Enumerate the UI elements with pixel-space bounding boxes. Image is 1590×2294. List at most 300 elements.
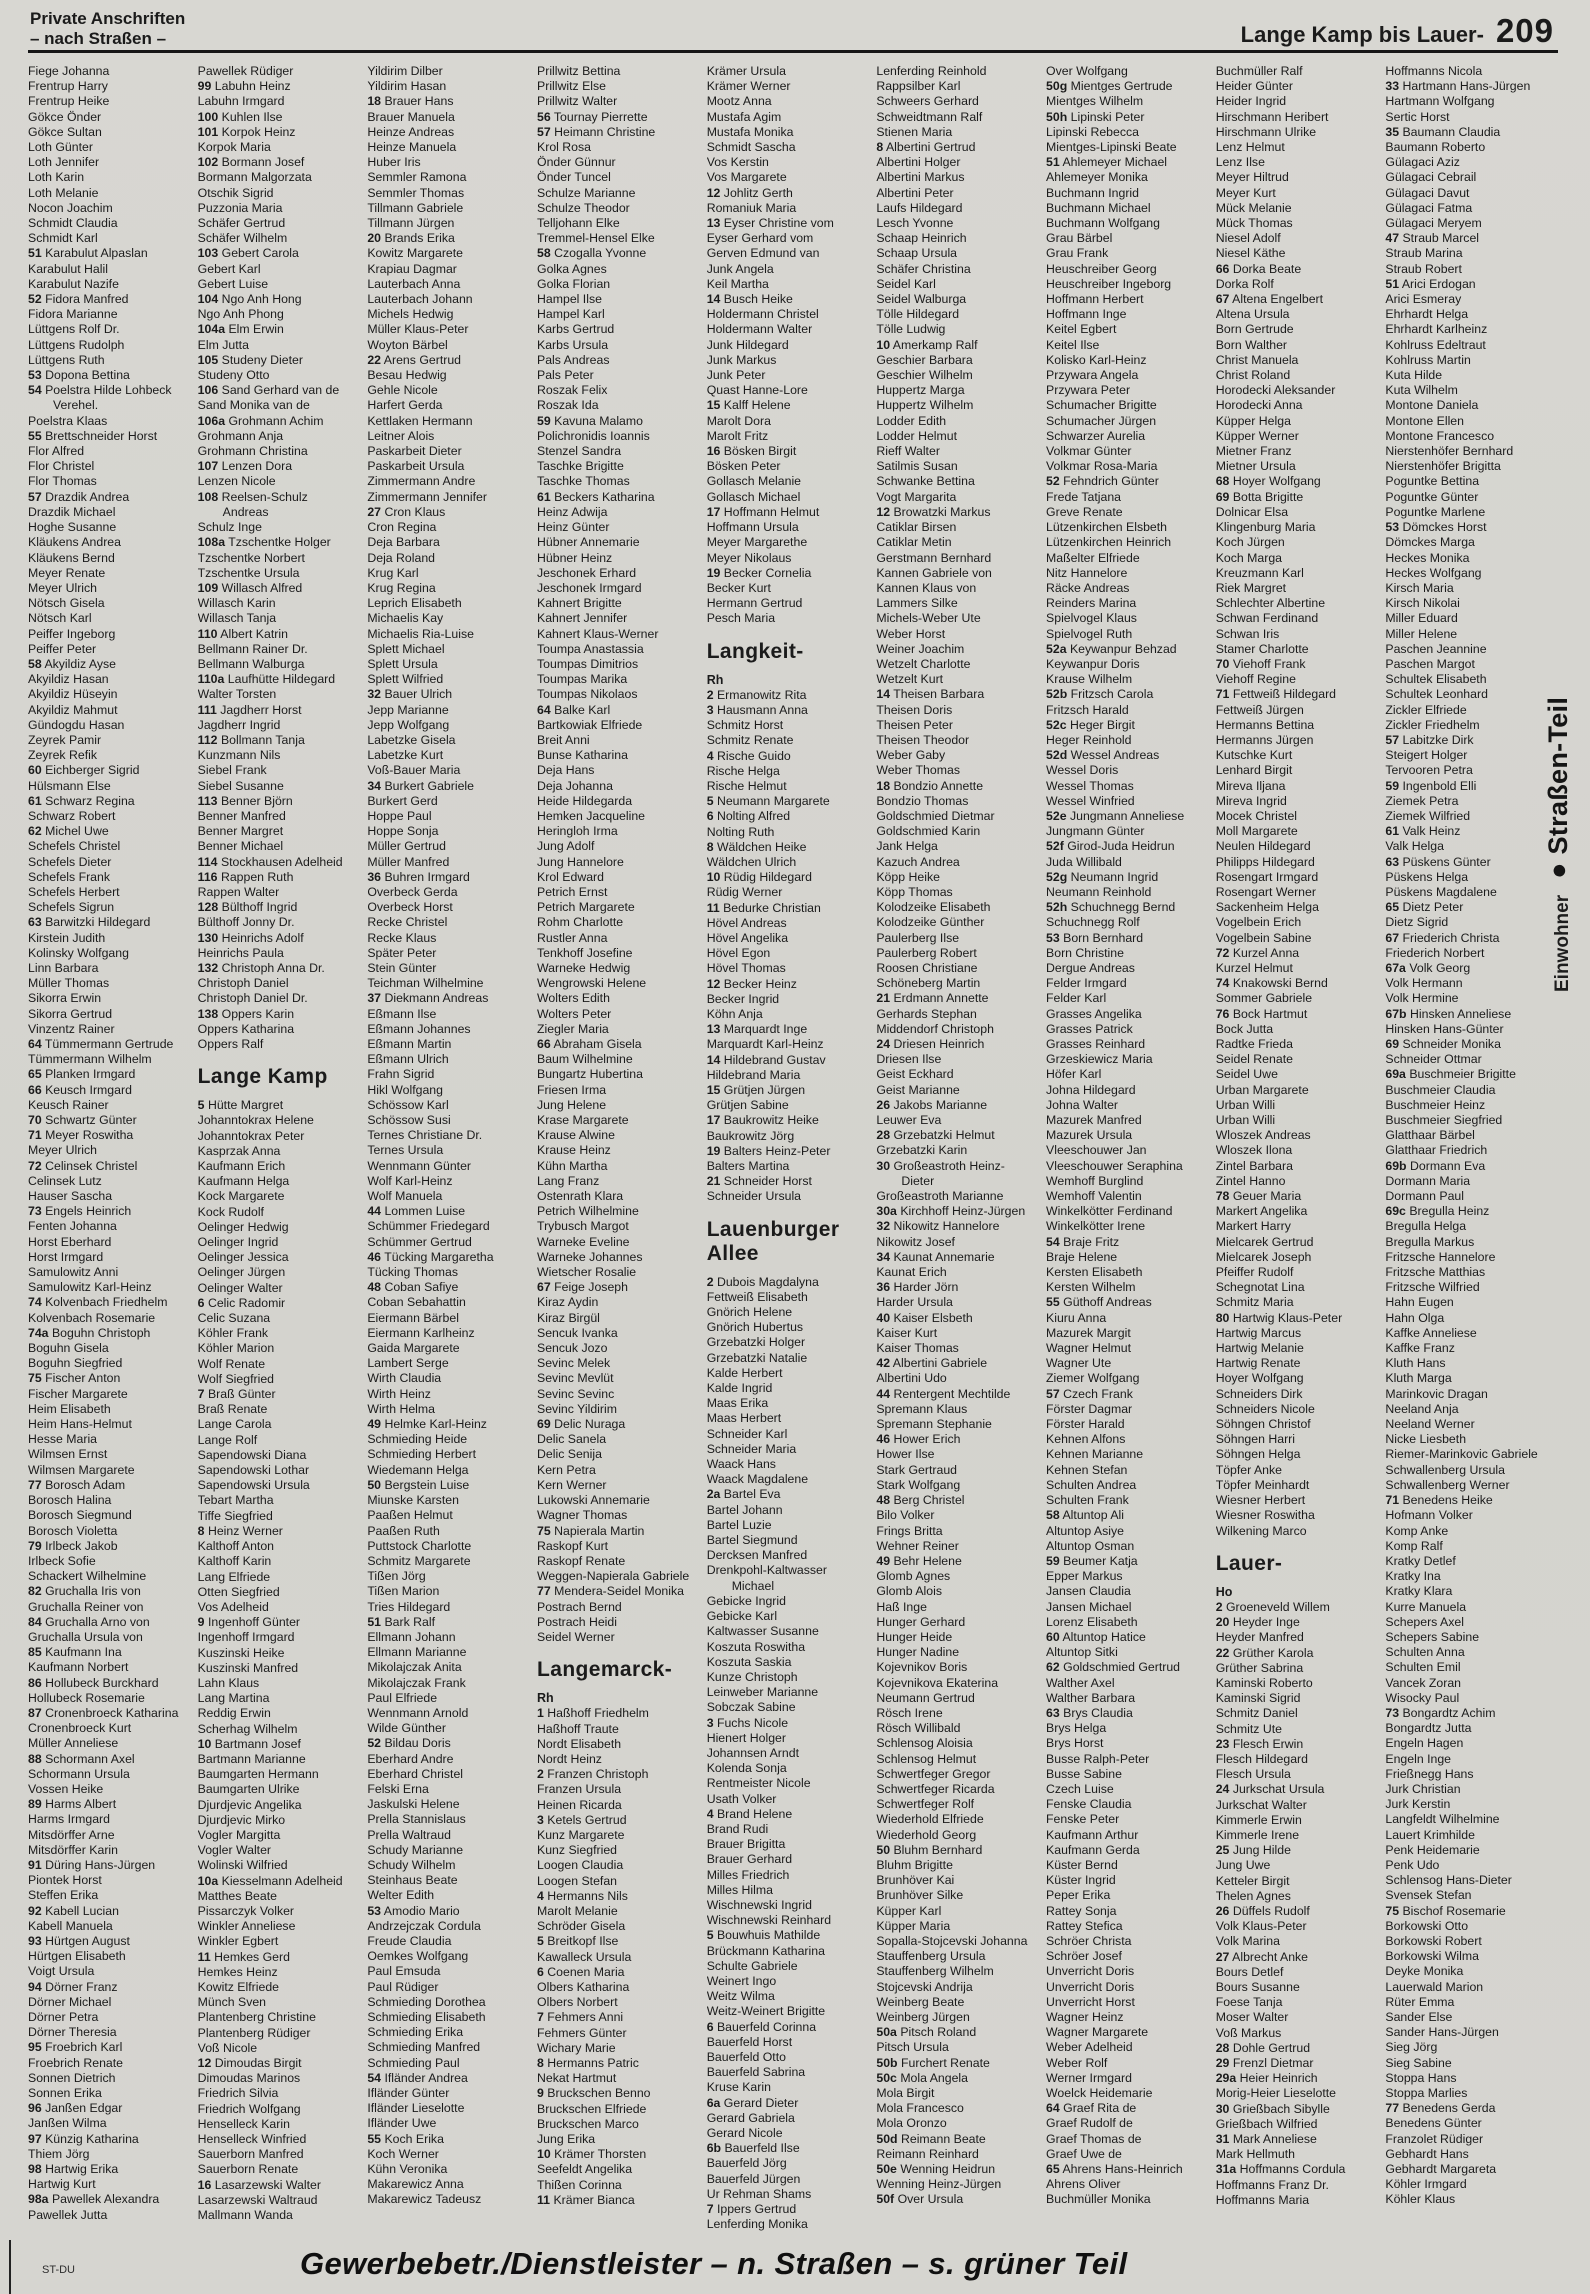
directory-entry [1046,231,1207,246]
directory-entry [876,398,1037,413]
entry-name: Przywara Angela [1046,368,1139,383]
entry-name: Engeln Hagen [1385,1736,1464,1751]
directory-entry [367,505,528,520]
directory-entry [876,1767,1037,1782]
entry-name: Heinrichs Adolf [221,930,304,945]
entry-name: Braje Fritz [1063,1234,1120,1249]
directory-entry [198,1174,359,1189]
entry-name: Schwallenberg Werner [1385,1477,1510,1492]
entry-name: Ingenbold Elli [1402,778,1477,793]
entry-name: Bartel Eva [723,1487,781,1502]
directory-entry [198,429,359,444]
house-number: 20 [367,231,382,246]
house-number: 31a [1215,2162,1237,2177]
entry-name: Hartmann Hans-Jürgen [1402,79,1531,94]
entry-name: Zickler Friedhelm [1385,717,1480,732]
directory-entry [1216,414,1377,429]
entry-name: Schultek Leonhard [1385,687,1488,702]
entry-name: Eßmann Ulrich [367,1052,449,1067]
directory-entry [1046,79,1207,94]
directory-entry [28,1083,189,1098]
directory-entry [1216,1295,1377,1310]
entry-name: Hoyer Wolfgang [1215,1371,1304,1386]
entry-name: Oppers Ralf [197,1037,264,1051]
directory-entry [537,1950,698,1965]
directory-entry [1216,1098,1377,1113]
entry-name: Berg Christel [893,1493,965,1508]
entry-name: Mola Angela [900,2070,968,2085]
entry-name: Baukrowitz Jörg [706,1128,795,1143]
entry-name: Borosch Violetta [28,1523,118,1538]
entry-name: Kazuch Andrea [876,854,960,869]
directory-entry [1385,581,1546,596]
entry-name: Lesch Yvonne [876,216,954,231]
entry-name: Mielcarek Gertrud [1215,1234,1314,1249]
entry-name: Braß Günter [207,1387,276,1402]
entry-name: Kabell Lucian [45,1903,119,1918]
entry-name: Marquardt Karl-Heinz [706,1037,824,1052]
directory-entry [367,2025,528,2040]
entry-name: Flesch Ursula [1215,1767,1291,1782]
directory-entry [537,1007,698,1022]
entry-name: Schulten Frank [1046,1493,1129,1508]
directory-entry [367,1934,528,1949]
directory-entry [28,110,189,125]
entry-name: Jepp Wolfgang [367,717,450,732]
house-number: 10 [706,870,721,885]
entry-name: Altuntop Osman [1046,1538,1135,1553]
entry-name: Baukrowitz Heike [723,1113,819,1128]
entry-name: Marolt Melanie [537,1903,618,1918]
house-number: 88 [28,1751,42,1766]
entry-name: Steinhaus Beate [367,1873,458,1888]
entry-name: Driesen Heinrich [893,1037,985,1051]
entry-name: Junk Angela [706,261,774,276]
entry-name: Hoffmanns Maria [1215,2192,1310,2207]
directory-entry [537,915,698,930]
entry-name: Mocek Christel [1215,808,1298,823]
entry-name: Rustler Anna [537,930,608,945]
entry-name: Fehmers Günter [537,2025,627,2040]
house-number: 82 [28,1584,42,1599]
directory-entry [1216,1737,1377,1752]
directory-entry [367,292,528,307]
directory-entry [1046,1143,1207,1158]
entry-name: Hunger Heide [876,1629,953,1644]
entry-name: Schwan Iris [1215,626,1280,641]
directory-entry [367,1691,528,1706]
entry-name: Studeny Dieter [221,352,303,367]
entry-name: Voß Markus [1215,2025,1282,2040]
entry-name: Stojcevski Andrija [876,1979,973,1994]
directory-entry [1216,110,1377,125]
directory-entry [367,2010,528,2025]
entry-name: Heier Heinrich [1239,2071,1318,2086]
directory-entry [198,1600,359,1615]
entry-name: Gehle Nicole [367,383,438,398]
house-number: 19 [706,565,721,580]
directory-entry [367,398,528,413]
entry-name: Willasch Karin [197,596,276,611]
house-number: 61 [28,793,42,808]
directory-entry [1385,140,1546,155]
entry-name: Over Ursula [897,2192,964,2207]
directory-entry [198,551,359,566]
directory-entry [1385,839,1546,854]
entry-name: Stauffenberg Wilhelm [876,1964,994,1979]
entry-name: Botta Brigitte [1232,489,1304,504]
entry-name: Grau Frank [1046,246,1109,261]
directory-entry [198,79,359,94]
entry-name: Milles Friedrich [706,1867,790,1882]
entry-name: Teichman Wilhelmine [367,976,484,991]
directory-entry [367,1432,528,1447]
directory-entry [198,1585,359,1600]
entry-name: Drenkpohl-Kaltwasser [706,1563,827,1578]
directory-entry [707,688,868,703]
directory-entry [367,140,528,155]
entry-name: Ifländer Günter [367,2086,450,2101]
directory-entry [367,1159,528,1174]
entry-name: Seidel Walburga [876,292,967,307]
directory-entry [28,170,189,185]
directory-entry [1385,1083,1546,1098]
entry-name: Bruckschen Elfriede [537,2101,647,2116]
directory-entry [537,1524,698,1539]
entry-name: Kluth Marga [1385,1371,1452,1386]
entry-name: Koch Jürgen [1215,535,1285,550]
directory-entry [1385,1326,1546,1341]
entry-name: Otschik Sigrid [197,185,274,200]
directory-entry [1216,809,1377,824]
entry-name: Nicke Liesbeth [1385,1432,1467,1447]
entry-name: Weber Gaby [876,748,946,763]
directory-entry [707,1533,868,1548]
directory-entry [28,1235,189,1250]
entry-name: Hermanns Nils [547,1888,628,1903]
directory-entry [707,1594,868,1609]
house-number: 22 [367,352,382,367]
directory-entry [707,946,868,961]
directory-entry [367,2071,528,2086]
directory-entry [876,231,1037,246]
directory-entry [537,1493,698,1508]
entry-name: Kläukens Andrea [28,535,121,550]
directory-entry [707,1457,868,1472]
directory-entry [707,1381,868,1396]
directory-entry [1385,246,1546,261]
entry-name: Bongardtz Jutta [1385,1721,1472,1736]
street-heading-label: Lauer- [1215,1551,1283,1575]
directory-entry [537,1463,698,1478]
directory-entry [1216,1904,1377,1919]
entry-name: Weber Adelheid [1046,2040,1133,2055]
entry-name: Kolisko Karl-Heinz [1046,352,1147,367]
entry-name: Dörner Petra [28,2010,99,2024]
directory-entry [198,414,359,429]
entry-name: Rüdig Hildegard [723,870,812,885]
directory-entry [1385,1828,1546,1843]
entry-name: Rösch Willibald [876,1721,961,1736]
entry-name: Kiesselmann Adelheid [221,1873,343,1888]
entry-name: Maas Erika [706,1396,769,1411]
directory-entry [876,1204,1037,1219]
entry-name: Bischof Rosemarie [1402,1903,1506,1918]
directory-entry [28,262,189,277]
entry-name: Kehnen Alfons [1046,1432,1126,1447]
house-number: 51 [28,246,42,261]
house-number: 26 [876,1097,891,1112]
entry-name: Zintel Barbara [1215,1158,1293,1173]
entry-name: Schlensog Aloisia [876,1736,973,1751]
entry-name: Hausmann Anna [716,702,808,717]
directory-entry [1216,322,1377,337]
house-number: 17 [706,1113,721,1128]
directory-entry [367,125,528,140]
directory-entry [1046,2040,1207,2055]
entry-name: Mola Francesco [876,2101,964,2116]
directory-column [198,64,359,2234]
directory-entry [28,1113,189,1128]
entry-name: Schaap Heinrich [876,231,967,246]
entry-name: Wemhoff Burglind [1046,1173,1144,1188]
directory-entry [537,885,698,900]
directory-entry [367,824,528,839]
house-number: 57 [28,489,42,504]
directory-entry [1046,1615,1207,1630]
directory-entry [537,581,698,596]
entry-name: Winkelkötter Irene [1046,1219,1146,1234]
house-number: 33 [1385,79,1400,94]
entry-name: Komp Ralf [1385,1538,1443,1553]
entry-name: Bongardtz Achim [1402,1705,1496,1720]
directory-entry [876,1159,1037,1174]
entry-name: Gollasch Michael [706,489,801,504]
entry-name: Labetzke Gisela [367,732,456,747]
entry-name: Kuszinski Manfred [197,1660,299,1675]
house-number: 32 [367,687,382,702]
entry-name: Kluth Hans [1385,1356,1446,1371]
directory-entry [28,520,189,535]
entry-name: Grasses Reinhard [1046,1037,1146,1051]
directory-entry [1216,611,1377,626]
entry-name: Gülagaci Davut [1385,185,1470,200]
house-number: 62 [28,824,42,839]
directory-entry [198,2178,359,2193]
entry-name: Schneider Monika [1402,1037,1501,1051]
house-number: 47 [1385,231,1400,246]
entry-name: Plantenberg Christine [197,2010,316,2025]
entry-name: Benedens Günter [1385,2116,1482,2131]
entry-name: Paul Elfriede [367,1690,438,1705]
directory-entry [876,1371,1037,1386]
directory-entry [537,596,698,611]
entry-name: Heuschreiber Ingeborg [1046,276,1172,291]
entry-name: Bülthoff Jonny Dr. [197,915,295,930]
house-number: 52c [1046,717,1067,732]
entry-name: Born Bernhard [1063,930,1144,945]
directory-entry [1385,322,1546,337]
entry-name: Roszak Ida [537,398,599,413]
directory-entry [1216,1798,1377,1813]
entry-name: Weber Thomas [876,763,960,778]
directory-entry [28,1022,189,1037]
directory-entry [876,991,1037,1006]
entry-name: Tillmann Gabriele [367,200,464,215]
entry-name: Schäfer Christina [876,261,971,276]
directory-entry [367,474,528,489]
directory-entry [1385,703,1546,718]
directory-entry [1046,1767,1207,1782]
house-number: 55 [367,2131,382,2146]
directory-entry [876,718,1037,733]
entry-name: Born Gertrude [1215,322,1294,337]
entry-name: Coban Safiye [384,1280,459,1295]
house-number: 48 [367,1280,382,1295]
entry-name: Altuntop Asiye [1046,1523,1124,1538]
directory-entry [707,186,868,201]
entry-name: Winkler Anneliese [197,1919,296,1934]
directory-entry [198,201,359,216]
house-number: 36 [876,1280,891,1295]
entry-name: Bormann Josef [221,155,305,170]
entry-name: Harfert Gerda [367,398,443,413]
directory-entry [1385,1904,1546,1919]
entry-name: Sand Gerhard van de [221,383,340,398]
entry-name: Wilkening Marco [1215,1523,1307,1538]
directory-entry [876,1539,1037,1554]
directory-entry [537,2056,698,2071]
entry-name: Glatthaar Bärbel [1385,1128,1475,1143]
entry-name: Browatzki Markus [893,504,991,519]
directory-entry [367,1128,528,1143]
entry-name: Miller Eduard [1385,611,1458,626]
directory-entry [1046,2132,1207,2147]
entry-continuation-text: Michael [731,1578,775,1593]
entry-name: Petrich Ernst [537,884,608,899]
house-number: 50c [876,2070,897,2085]
directory-entry [1046,1007,1207,1022]
directory-entry [367,1752,528,1767]
entry-name: Pawellek Jutta [28,2207,108,2222]
entry-name: Fritzsch Carola [1070,687,1154,702]
entry-name: Brands Erika [384,231,455,246]
directory-entry [198,1235,359,1250]
entry-name: Wagner Helmut [1046,1341,1131,1356]
directory-entry [198,763,359,778]
directory-entry [198,2162,359,2177]
entry-name: Lenzen Nicole [197,474,276,489]
entry-name: Buchmann Michael [1046,200,1151,215]
directory-entry [876,216,1037,231]
house-number: 62 [1046,1660,1060,1675]
directory-entry [1046,1311,1207,1326]
entry-name: Moll Margarete [1215,824,1298,839]
entry-name: Stenzel Sandra [537,444,622,459]
directory-entry [537,1189,698,1204]
entry-name: Paul Emsuda [367,1964,441,1979]
entry-name: Sevinc Melek [537,1356,611,1371]
house-number: 46 [367,1249,382,1264]
directory-entry [28,1371,189,1386]
directory-entry [707,1366,868,1381]
directory-entry [198,1144,359,1159]
entry-name: Geschier Barbara [876,352,973,367]
house-number: 107 [197,459,219,474]
entry-name: Tümmermann Wilhelm [28,1052,152,1067]
entry-name: Froebrich Renate [28,2055,124,2070]
directory-entry [707,1411,868,1426]
entry-name: Schneiders Dirk [1215,1386,1303,1401]
house-number: 112 [197,732,218,747]
directory-entry [367,459,528,474]
street-heading [198,1065,359,1089]
directory-entry [1046,885,1207,900]
directory-entry [1046,155,1207,170]
entry-name: Neulen Hildegard [1215,839,1311,854]
directory-entry [28,79,189,94]
directory-entry [198,2132,359,2147]
entry-name: Frentrup Heike [28,94,110,109]
directory-entry [367,672,528,687]
entry-name: Lammers Silke [876,596,958,611]
directory-entry [1046,1235,1207,1250]
directory-entry [537,79,698,94]
entry-name: Mallmann Wanda [197,2208,293,2223]
directory-entry [367,1615,528,1630]
entry-name: Eichberger Sigrid [45,763,140,778]
directory-entry [707,1944,868,1959]
house-number: 44 [367,1204,382,1219]
entry-name: Czech Luise [1046,1781,1114,1796]
directory-entry [707,505,868,520]
directory-entry [367,1250,528,1265]
house-number: 27 [1215,1949,1230,1964]
house-number: 77 [1385,2101,1400,2116]
directory-entry [876,1402,1037,1417]
directory-entry [198,931,359,946]
entry-name: Kaufmann Gerda [1046,1842,1140,1857]
directory-entry [707,110,868,125]
directory-entry [707,2141,868,2156]
entry-name: Schwanke Bettina [876,474,975,489]
entry-name: Braß Renate [197,1402,268,1417]
entry-name: Hoffmanns Cordula [1239,2162,1346,2177]
directory-entry [1385,520,1546,535]
directory-entry [1385,1113,1546,1128]
directory-entry [1216,566,1377,581]
directory-entry [1046,398,1207,413]
directory-entry [876,1280,1037,1295]
house-number: 12 [706,976,721,991]
entry-name: Przywara Peter [1046,383,1131,398]
entry-name: Borkowski Otto [1385,1918,1469,1933]
entry-name: Mitsdörffer Arne [28,1827,115,1842]
directory-entry [1216,2071,1377,2086]
directory-entry [367,1524,528,1539]
directory-entry [1216,1463,1377,1478]
directory-entry [537,338,698,353]
directory-entry [1046,1387,1207,1402]
directory-entry [28,155,189,170]
entry-name: Heinz Adwija [537,504,608,519]
entry-name: Schudy Marianne [367,1842,464,1857]
entry-name: Horst Eberhard [28,1234,112,1249]
entry-name: Schäfer Wilhelm [197,231,288,246]
directory-column [367,64,528,2234]
house-number: 72 [28,1158,42,1173]
directory-entry [537,1995,698,2010]
